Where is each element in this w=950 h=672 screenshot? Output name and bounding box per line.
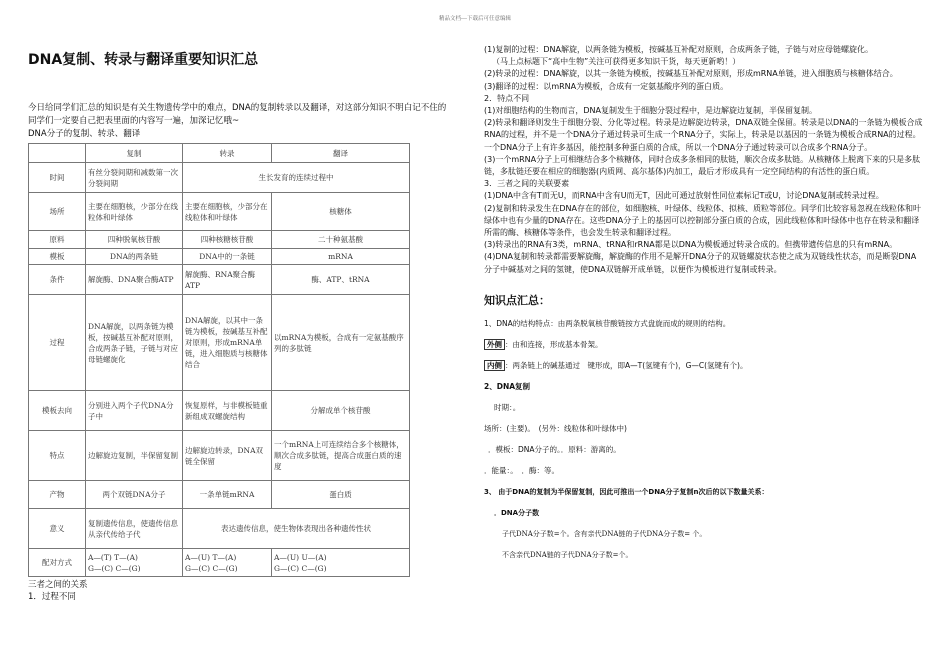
table-row [29,431,410,481]
table-row [29,193,410,231]
header-cell: 转录 [183,144,272,163]
row-label: 时间 [29,163,86,193]
table-row [29,391,410,431]
intro-line: 同学们一定要自己把表里面的内容写一遍，加深记忆哦~ [28,116,240,126]
table-row [29,231,410,249]
table-cell: A—(T) T—(A) G—(C) C—(G) [86,549,183,577]
section-heading: 2．特点不同 [484,93,530,103]
table-row [29,249,410,265]
table-cell: 核糖体 [272,193,410,231]
header-note: 精品文档---下载后可任意编辑 [439,16,511,22]
summary-item: 不含亲代DNA链的子代DNA分子数=个。 [502,550,633,559]
paragraph: (1)对细胞结构的生物而言，DNA复制发生于细胞分裂过程中，是边解旋边复制，半保留复制。 [484,106,817,116]
summary-item: 时期：。 [494,402,521,412]
summary-item: ．模板：DNA分子的。．原料：游离的。 [488,444,621,454]
paragraph: (2)复制和转录发生在DNA存在的部位，如细胞核、叶绿体、线粒体、拟核、质粒等部位。同学们比较容易忽视在线粒体和叶绿体中也有少量的DNA存在。这些DNA分子上的基因可以控制部分蛋白质的合成，因此线粒体和叶绿体中也存在转录和翻译所需的酶、核糖体等条件，也会发生转录和翻译过程。 [484,203,921,238]
outer-label: 外侧 [484,339,505,350]
table-cell: mRNA [272,249,410,265]
section-heading: 1．过程不同 [28,592,76,602]
table-cell: 分别进入两个子代DNA分子中 [86,391,183,431]
table-cell: 二十种氨基酸 [272,231,410,249]
paragraph: （马上点标题下“高中生物”关注可获得更多知识干货，每天更新哟！） [492,57,741,67]
table-cell: A—(U) T—(A) G—(C) C—(G) [183,549,272,577]
page-title: DNA复制、转录与翻译重要知识汇总 [28,52,259,68]
summary-item: 场所：(主要)。 (另外：线粒体和叶绿体中) [484,423,627,433]
table-cell: 两个双链DNA分子 [86,481,183,509]
table-cell: 一个mRNA上可连续结合多个核糖体，顺次合成多肽链，提高合成蛋白质的速度 [272,431,410,481]
after-table [28,579,464,603]
right-column [484,44,924,570]
table-cell: 主要在细胞核，少部分在线粒体和叶绿体 [86,193,183,231]
table-cell: 有丝分裂间期和减数第一次分裂间期 [86,163,183,193]
paragraph: (3)翻译的过程：以mRNA为模板，合成有一定氨基酸序列的蛋白质。 [484,81,729,91]
table-cell: DNA解旋，以两条链为模板，按碱基互补配对原则，合成两条子链，子链与对应母链螺旋化 [86,295,183,391]
table-cell: 复制遗传信息，使遗传信息从亲代传给子代 [86,509,183,549]
header-cell [29,144,86,163]
table-cell: DNA解旋，以其中一条链为模板，按碱基互补配对原则，形成mRNA单链，进入细胞质与核糖体结合 [183,295,272,391]
table-cell: 边解旋边转录，DNA双链全保留 [183,431,272,481]
comparison-table [28,143,410,577]
summary-item: 3、 由于DNA的复制为半保留复制，因此可推出一个DNA分子复制n次后的以下数量关系： [484,487,769,496]
outer-text: ：由和连接，形成基本骨架。 [505,339,603,349]
table-header-row [29,144,410,163]
summary-item [484,339,924,351]
summary-item: 1、DNA的结构特点：由两条脱氧核苷酸链按方式盘旋而成的规则的结构。 [484,318,731,328]
intro [28,102,464,141]
row-label: 模板 [29,249,86,265]
table-cell: 蛋白质 [272,481,410,509]
table-cell: A—(U) U—(A) G—(C) C—(G) [272,549,410,577]
table-cell: 分解成单个核苷酸 [272,391,410,431]
table-caption: DNA分子的复制、转录、翻译 [28,129,141,139]
row-label: 模板去向 [29,391,86,431]
table-row [29,265,410,295]
table-cell: 一条单链mRNA [183,481,272,509]
row-label: 条件 [29,265,86,295]
summary-heading: 知识点汇总： [484,293,550,307]
table-cell: 解旋酶、DNA聚合酶ATP [86,265,183,295]
header-cell: 复制 [86,144,183,163]
table-row [29,295,410,391]
paragraph: (3)一个mRNA分子上可相继结合多个核糖体，同时合成多条相同的肽链，顺次合成多肽链。从核糖体上脱离下来的只是多肽链，多肽链还要在相应的细胞器(内质网、高尔基体)内加工，最后才形成具有一定空间结构的有活性的蛋白质。 [484,154,921,177]
left-column [28,50,464,603]
summary-item: 2、DNA复制 [484,381,531,391]
table-row [29,163,410,193]
table-cell: 表达遗传信息，使生物体表现出各种遗传性状 [183,509,410,549]
section-heading: 三者之间的关系 [28,580,88,590]
paragraph: (2)转录和翻译则发生于细胞分裂、分化等过程。转录是边解旋边转录，DNA双链全保留。转录是以DNA的一条链为模板合成RNA的过程，并不是一个DNA分子通过转录可生成一个RNA分子，实际上，转录是以基因的一条链为模板合成RNA的过程。一个DNA分子上有许多基因，能控制多种蛋白质的合成，所以一个DNA分子通过转录可以合成多个RNA分子。 [484,118,923,152]
paragraph: (1)DNA中含有T而无U，而RNA中含有U而无T，因此可通过放射性同位素标记T或U，讨论DNA复制或转录过程。 [484,191,884,201]
row-label: 原料 [29,231,86,249]
table-cell: 主要在细胞核，少部分在线粒体和叶绿体 [183,193,272,231]
table-row [29,481,410,509]
table-cell: 以mRNA为模板，合成有一定氨基酸序列的多肽链 [272,295,410,391]
paragraph: (3)转录出的RNA有3类，mRNA、tRNA和rRNA都是以DNA为模板通过转录合成的。但携带遗传信息的只有mRNA。 [484,240,898,250]
table-row [29,549,410,577]
summary-item [484,360,924,372]
section-heading: 3．三者之间的关联要素 [484,179,570,189]
table-cell: 四种核糖核苷酸 [183,231,272,249]
table-row [29,509,410,549]
table-cell: 边解旋边复制，半保留复制 [86,431,183,481]
paragraph: (2)转录的过程：DNA解旋，以其一条链为模板，按碱基互补配对原则，形成mRNA单链，进入细胞质与核糖体结合。 [484,69,898,79]
paragraph: (4)DNA复制和转录都需要解旋酶，解旋酶的作用不是解开DNA分子的双链螺旋状态使之成为双链线性状态，而是断裂DNA分子中碱基对之间的氢键，使DNA双链解开成单链，以便作为模板进行复制或转录。 [484,252,917,274]
summary-item: ．能量：。 ．酶：等。 [484,465,559,475]
table-cell: 四种脱氧核苷酸 [86,231,183,249]
row-label: 产物 [29,481,86,509]
table-cell: 生长发育的连续过程中 [183,163,410,193]
summary-item: 子代DNA分子数=个。含有亲代DNA链的子代DNA分子数= 个。 [502,529,707,538]
table-cell: 解旋酶、RNA聚合酶ATP [183,265,272,295]
intro-line: 今日给同学们汇总的知识是有关生物遗传学中的难点，DNA的复制转录以及翻译，对这部分知识不明白记不住的 [28,103,447,113]
table-cell: 酶、ATP、tRNA [272,265,410,295]
row-label: 特点 [29,431,86,481]
row-label: 过程 [29,295,86,391]
inner-text: ：两条链上的碱基通过 键形成，即A—T(氢键有个)，G—C(氢键有个)。 [505,360,748,370]
summary-item: ．DNA分子数 [494,508,540,517]
header-cell: 翻译 [272,144,410,163]
table-cell: 恢复原样，与非模板链重新组成双螺旋结构 [183,391,272,431]
inner-label: 内侧 [484,360,505,371]
row-label: 意义 [29,509,86,549]
table-cell: DNA的两条链 [86,249,183,265]
row-label: 配对方式 [29,549,86,577]
paragraph: (1)复制的过程：DNA解旋，以两条链为模板，按碱基互补配对原则，合成两条子链，子链与对应母链螺旋化。 [484,45,873,54]
table-cell: DNA中的一条链 [183,249,272,265]
row-label: 场所 [29,193,86,231]
